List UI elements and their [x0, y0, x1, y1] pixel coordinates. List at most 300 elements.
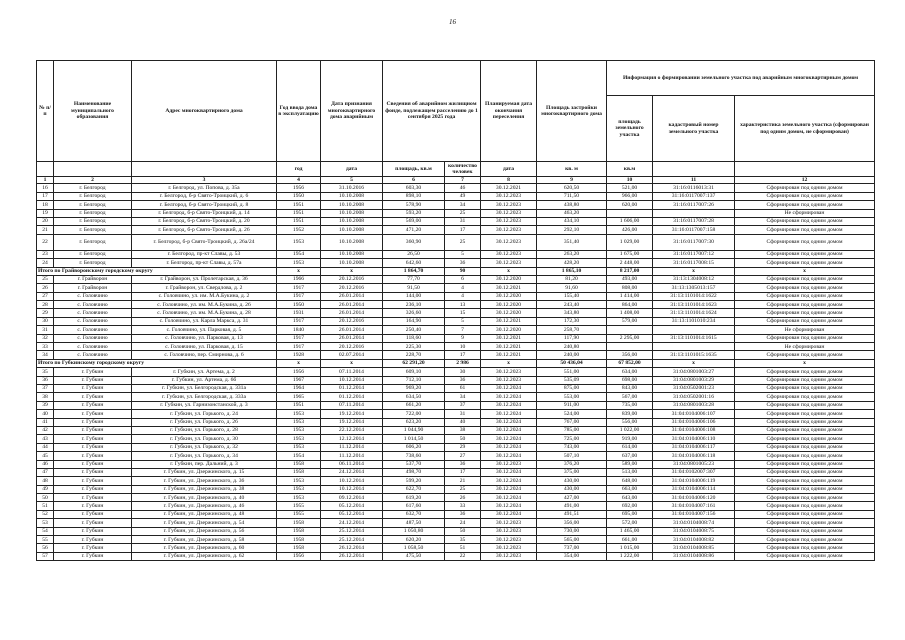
table-cell: 426,00: [607, 226, 653, 234]
table-cell: с. Головчино: [54, 343, 132, 351]
table-cell: Сформирован под одним домом: [735, 385, 875, 393]
table-cell: 17: [37, 192, 54, 200]
table-cell: 463,20: [537, 209, 607, 217]
table-cell: г. Губкин: [54, 468, 132, 476]
table-row: [37, 217, 875, 225]
table-cell: 839,00: [607, 410, 653, 418]
table-cell: 427,00: [537, 494, 607, 502]
table-cell: 155,40: [537, 292, 607, 300]
table-cell: 1 044,90: [383, 426, 445, 434]
table-cell: 38: [37, 393, 54, 401]
table-cell: 243,40: [537, 301, 607, 309]
table-cell: 619,20: [383, 494, 445, 502]
table-cell: 360,90: [383, 234, 445, 250]
table-cell: 30.12.2023: [481, 234, 537, 250]
table-cell: 31:04:0801003:27: [653, 368, 735, 376]
table-cell: 50: [445, 527, 481, 535]
subtotal-cell: 62 291,20: [383, 359, 445, 367]
table-cell: 28: [37, 301, 54, 309]
table-cell: 49: [445, 192, 481, 200]
col-date-recognition: Дата признания многоквартирного дома аварийным: [321, 61, 383, 162]
table-cell: 31: [445, 410, 481, 418]
table-cell: 25: [37, 275, 54, 283]
table-cell: г. Белгород: [54, 192, 132, 200]
table-cell: 4: [445, 292, 481, 300]
table-cell: 10.12.2014: [321, 376, 383, 384]
table-cell: 27: [37, 292, 54, 300]
table-cell: 26.01.2014: [321, 326, 383, 334]
table-cell: 919,00: [607, 435, 653, 443]
table-cell: 434,10: [537, 217, 607, 225]
table-cell: г. Губкин, ул. Дзержинского, д. 15: [132, 468, 277, 476]
table-cell: г. Губкин: [54, 477, 132, 485]
table-cell: 30.12.2023: [481, 217, 537, 225]
subtotal-cell: x: [735, 267, 875, 275]
unit-year: год: [277, 162, 321, 177]
unit-sqm: кв. м: [537, 162, 607, 177]
subtotal-cell: 50 436,04: [537, 359, 607, 367]
table-row: [37, 326, 875, 334]
table-cell: 61: [445, 385, 481, 393]
table-cell: 1956: [277, 552, 321, 560]
table-cell: 36: [445, 259, 481, 267]
table-cell: 1955: [277, 502, 321, 510]
table-cell: 471,20: [383, 226, 445, 234]
table-cell: с. Головчино, ул. им. М.А.Букина, д. 2: [132, 292, 277, 300]
table-cell: г. Губкин, ул. Горького, д. 32: [132, 443, 277, 451]
table-cell: с. Головчино: [54, 334, 132, 342]
table-row: [37, 443, 875, 451]
table-cell: 1951: [277, 209, 321, 217]
table-cell: г. Губкин: [54, 443, 132, 451]
table-cell: г. Губкин: [54, 393, 132, 401]
table-cell: Сформирован под одним домом: [735, 527, 875, 535]
table-cell: с. Головчино: [54, 301, 132, 309]
table-cell: 537,70: [383, 460, 445, 468]
table-cell: г. Губкин, ул. Артема, д. 2: [132, 368, 277, 376]
table-row: [37, 259, 875, 267]
table-row: [37, 393, 875, 401]
table-cell: 12.12.2014: [321, 435, 383, 443]
table-cell: г. Губкин, ул. Дзержинского, д. 48: [132, 510, 277, 518]
table-cell: 487,50: [383, 519, 445, 527]
table-row: [37, 234, 875, 250]
table-cell: 31:04:0104008:74: [653, 519, 735, 527]
table-cell: 36: [445, 510, 481, 518]
table-cell: 663,00: [607, 485, 653, 493]
table-cell: 31:04:0801003:28: [653, 401, 735, 409]
table-cell: 1953: [277, 234, 321, 250]
table-cell: 1 029,00: [607, 234, 653, 250]
table-cell: 31:04:0801003:29: [653, 376, 735, 384]
table-cell: 551,00: [537, 368, 607, 376]
table-cell: 911,00: [537, 401, 607, 409]
table-cell: 524,00: [537, 410, 607, 418]
table-cell: 164,90: [383, 317, 445, 325]
table-cell: 10.10.2008: [321, 259, 383, 267]
table-cell: Сформирован под одним домом: [735, 317, 875, 325]
table-cell: 31:04:0104006:120: [653, 494, 735, 502]
col-number: 4: [277, 177, 321, 184]
table-cell: 17: [445, 226, 481, 234]
table-cell: 1958: [277, 460, 321, 468]
table-cell: 30.12.2024: [481, 443, 537, 451]
table-cell: 31:04:0502001:23: [653, 385, 735, 393]
col-number: 9: [537, 177, 607, 184]
unit-empty: [653, 162, 735, 177]
table-cell: 24: [37, 259, 54, 267]
table-cell: 30.12.2023: [481, 376, 537, 384]
table-cell: Сформирован под одним домом: [735, 485, 875, 493]
table-cell: 47: [37, 468, 54, 476]
table-cell: 1954: [277, 452, 321, 460]
table-cell: Сформирован под одним домом: [735, 376, 875, 384]
table-cell: 20: [37, 217, 54, 225]
col-land-char: характеристика земельного участка (сформирован под одним домом, не сформирован): [735, 96, 875, 162]
table-row: [37, 301, 875, 309]
page-number: 16: [449, 18, 456, 26]
table-cell: 1917: [277, 317, 321, 325]
table-row: [37, 250, 875, 258]
table-cell: Сформирован под одним домом: [735, 284, 875, 292]
table-cell: 31:04:0104008:82: [653, 536, 735, 544]
table-cell: 617,60: [383, 502, 445, 510]
table-cell: 35: [37, 368, 54, 376]
table-cell: 56: [37, 544, 54, 552]
table-cell: 767,00: [537, 418, 607, 426]
table-cell: 31:13:1101014:1624: [653, 309, 735, 317]
table-cell: 30.12.2023: [481, 552, 537, 560]
table-cell: 26.12.2014: [321, 544, 383, 552]
table-cell: г. Губкин: [54, 519, 132, 527]
table-cell: 19.12.2014: [321, 410, 383, 418]
table-cell: 23: [37, 250, 54, 258]
table-cell: 1958: [277, 544, 321, 552]
table-cell: г. Белгород, ул. Попова, д. 35а: [132, 184, 277, 192]
table-cell: 632,70: [383, 510, 445, 518]
table-cell: 30.12.2024: [481, 426, 537, 434]
table-cell: 25.12.2014: [321, 536, 383, 544]
table-cell: 25.12.2014: [321, 527, 383, 535]
table-cell: 5: [445, 317, 481, 325]
table-cell: 661,00: [607, 536, 653, 544]
table-cell: г. Белгород, б-р Свято-Троицкий, д. 8: [132, 201, 277, 209]
table-cell: 91,60: [537, 284, 607, 292]
table-cell: г. Губкин: [54, 510, 132, 518]
table-cell: 31.10.2016: [321, 184, 383, 192]
col-address: Адрес многоквартирного дома: [132, 61, 277, 162]
table-cell: 30: [445, 368, 481, 376]
subtotal-cell: x: [735, 359, 875, 367]
table-cell: 1958: [277, 519, 321, 527]
table-cell: 22: [37, 234, 54, 250]
table-cell: 578,90: [383, 201, 445, 209]
subtotal-cell: 1 865,10: [537, 267, 607, 275]
table-cell: г. Губкин, пер. Дальний, д. 3: [132, 460, 277, 468]
table-row: [37, 460, 875, 468]
table-cell: г. Губкин, ул. Дзержинского, д. 58: [132, 536, 277, 544]
table-cell: 37: [37, 385, 54, 393]
table-cell: 10.10.2008: [321, 217, 383, 225]
table-cell: 1953: [277, 418, 321, 426]
col-number: 2: [54, 177, 132, 184]
table-cell: 13: [445, 301, 481, 309]
table-cell: 17: [445, 351, 481, 359]
table-cell: 292,10: [537, 226, 607, 234]
table-cell: с. Головчино: [54, 292, 132, 300]
table-cell: 898,10: [383, 192, 445, 200]
table-cell: 1950: [277, 301, 321, 309]
table-cell: 634,00: [607, 368, 653, 376]
table-cell: 26: [37, 284, 54, 292]
table-row: [37, 502, 875, 510]
table-cell: 620,00: [607, 201, 653, 209]
table-cell: 11.12.2014: [321, 452, 383, 460]
table-cell: 20.12.2016: [321, 317, 383, 325]
table-cell: 36: [37, 376, 54, 384]
subtotal-cell: 8 217,00: [607, 267, 653, 275]
table-cell: 31:16:0116013:31: [653, 184, 735, 192]
table-cell: Сформирован под одним домом: [735, 519, 875, 527]
table-cell: 26.01.2014: [321, 309, 383, 317]
table-cell: 31:04:0104006:117: [653, 443, 735, 451]
table-cell: 52: [37, 510, 54, 518]
table-cell: 30.12.2024: [481, 435, 537, 443]
table-cell: 31:04:0801005:23: [653, 460, 735, 468]
table-cell: 1956: [277, 184, 321, 192]
table-cell: 07.11.2014: [321, 368, 383, 376]
table-body: [37, 184, 875, 561]
table-cell: 34: [37, 351, 54, 359]
table-cell: 25: [445, 485, 481, 493]
table-cell: г. Белгород, б-р Свято-Троицкий, д. 20: [132, 217, 277, 225]
table-cell: Сформирован под одним домом: [735, 401, 875, 409]
table-cell: 1 050,80: [383, 527, 445, 535]
table-cell: 05.12.2014: [321, 510, 383, 518]
table-cell: 30.12.2024: [481, 393, 537, 401]
table-cell: г. Губкин, ул. Дзержинского, д. 36: [132, 477, 277, 485]
table-cell: Сформирован под одним домом: [735, 410, 875, 418]
table-cell: 634,50: [383, 393, 445, 401]
table-row: [37, 376, 875, 384]
table-cell: 30.12.2021: [481, 351, 537, 359]
subtotal-row: [37, 267, 875, 275]
table-cell: г. Белгород: [54, 217, 132, 225]
table-cell: 30.12.2023: [481, 536, 537, 544]
table-cell: 356,00: [607, 351, 653, 359]
table-cell: г. Белгород: [54, 226, 132, 234]
table-row: [37, 201, 875, 209]
table-cell: 2 448,00: [607, 259, 653, 267]
table-cell: 26.12.2014: [321, 552, 383, 560]
table-cell: г. Губкин, ул. Горького, д. 26: [132, 418, 277, 426]
table-row: [37, 334, 875, 342]
table-cell: [653, 209, 735, 217]
table-cell: 18: [37, 201, 54, 209]
table-cell: 354,00: [537, 552, 607, 560]
table-cell: 1 015,00: [607, 544, 653, 552]
table-cell: Сформирован под одним домом: [735, 494, 875, 502]
table-cell: 1954: [277, 250, 321, 258]
table-cell: Сформирован под одним домом: [735, 250, 875, 258]
table-cell: г. Губкин, ул. Артема, д. 6б: [132, 376, 277, 384]
table-cell: 1 022,00: [607, 426, 653, 434]
subtotal-cell: x: [321, 267, 383, 275]
table-cell: г. Губкин: [54, 401, 132, 409]
table-cell: 10.10.2008: [321, 201, 383, 209]
table-cell: 10.10.2008: [321, 226, 383, 234]
table-cell: [607, 343, 653, 351]
table-cell: 722,00: [383, 410, 445, 418]
subtotal-cell: 1 864,70: [383, 267, 445, 275]
table-row: [37, 317, 875, 325]
table-cell: 491,51: [537, 510, 607, 518]
table-cell: г. Губкин: [54, 418, 132, 426]
table-cell: 1917: [277, 343, 321, 351]
table-cell: 31: [37, 326, 54, 334]
table-cell: 493,00: [607, 275, 653, 283]
table-cell: г. Губкин: [54, 460, 132, 468]
table-cell: г. Грайворон: [54, 275, 132, 283]
table-cell: 15: [445, 309, 481, 317]
table-cell: Сформирован под одним домом: [735, 275, 875, 283]
table-cell: 31:13:1305013:157: [653, 284, 735, 292]
table-cell: 1 408,00: [607, 309, 653, 317]
table-cell: г. Белгород, б-р Свято-Троицкий, д. 14: [132, 209, 277, 217]
table-cell: 507,10: [537, 452, 607, 460]
table-row: [37, 351, 875, 359]
table-cell: 692,00: [607, 502, 653, 510]
table-cell: 1953: [277, 435, 321, 443]
table-cell: 375,00: [537, 468, 607, 476]
table-cell: г. Губкин, ул. Белгородская, д. 331а: [132, 385, 277, 393]
table-cell: 25: [445, 234, 481, 250]
table-cell: 4: [445, 284, 481, 292]
table-cell: г. Губкин: [54, 435, 132, 443]
table-row: [37, 209, 875, 217]
table-cell: Сформирован под одним домом: [735, 460, 875, 468]
table-cell: 1964: [277, 385, 321, 393]
table-cell: г. Губкин: [54, 502, 132, 510]
table-cell: 31:04:0104007:156: [653, 510, 735, 518]
table-cell: 498,70: [383, 468, 445, 476]
table-cell: Сформирован под одним домом: [735, 536, 875, 544]
col-planned-end: Планируемая дата окончания переселения: [481, 61, 537, 162]
table-cell: 30.12.2023: [481, 460, 537, 468]
table-cell: г. Белгород, б-р Свято-Троицкий, д. 6: [132, 192, 277, 200]
table-cell: 1955: [277, 510, 321, 518]
table-cell: 31:04:0104007:161: [653, 502, 735, 510]
table-row: [37, 192, 875, 200]
table-cell: 26.01.2014: [321, 334, 383, 342]
table-cell: г. Губкин: [54, 494, 132, 502]
unit-sqm2: кв.м: [607, 162, 653, 177]
table-cell: Сформирован под одним домом: [735, 201, 875, 209]
table-cell: 579,00: [607, 317, 653, 325]
table-cell: 1 414,00: [607, 292, 653, 300]
table-row: [37, 385, 875, 393]
table-cell: Сформирован под одним домом: [735, 435, 875, 443]
table-cell: 475,50: [383, 552, 445, 560]
table-row: [37, 226, 875, 234]
col-number: 6: [383, 177, 445, 184]
table-cell: 10.10.2008: [321, 192, 383, 200]
table-cell: 30.12.2023: [481, 201, 537, 209]
table-cell: 1 606,00: [607, 217, 653, 225]
table-cell: с. Головчино: [54, 326, 132, 334]
table-cell: 31:04:0104006:106: [653, 418, 735, 426]
table-cell: 1956: [277, 368, 321, 376]
table-cell: 10.10.2008: [321, 209, 383, 217]
table-cell: 44: [37, 443, 54, 451]
table-cell: 11.12.2014: [321, 443, 383, 451]
table-cell: Сформирован под одним домом: [735, 192, 875, 200]
table-cell: 30.12.2024: [481, 494, 537, 502]
table-cell: 30.12.2021: [481, 343, 537, 351]
table-cell: Сформирован под одним домом: [735, 393, 875, 401]
table-cell: г. Губкин: [54, 485, 132, 493]
table-cell: 30.12.2023: [481, 519, 537, 527]
table-cell: 31:16:0117008:15: [653, 259, 735, 267]
table-cell: 30: [37, 317, 54, 325]
table-cell: 875,00: [537, 385, 607, 393]
table-cell: 24: [445, 519, 481, 527]
table-cell: 30.12.2024: [481, 468, 537, 476]
table-cell: 19.12.2014: [321, 418, 383, 426]
table-cell: 326,60: [383, 309, 445, 317]
table-cell: 45: [37, 452, 54, 460]
subtotal-cell: 67 852,00: [607, 359, 653, 367]
table-cell: с. Головчино, ул. Парковая, д. 13: [132, 334, 277, 342]
table-cell: 31:04:0104006:114: [653, 485, 735, 493]
table-cell: Сформирован под одним домом: [735, 368, 875, 376]
col-number: 11: [653, 177, 735, 184]
table-cell: 491,00: [537, 502, 607, 510]
table-cell: 712,10: [383, 376, 445, 384]
table-cell: 46: [37, 460, 54, 468]
table-cell: 376,20: [537, 460, 607, 468]
table-cell: 30.12.2024: [481, 410, 537, 418]
table-cell: 556,00: [607, 418, 653, 426]
table-row: [37, 343, 875, 351]
table-cell: г. Губкин, ул. Дзержинского, д. 46: [132, 502, 277, 510]
table-row: [37, 536, 875, 544]
table-cell: 438,80: [537, 201, 607, 209]
table-cell: с. Головчино, ул. им. М.А.Букина, д. 28: [132, 309, 277, 317]
col-number: 8: [481, 177, 537, 184]
table-row: [37, 418, 875, 426]
table-cell: 118,60: [383, 334, 445, 342]
table-cell: 10.10.2008: [321, 234, 383, 250]
table-cell: Сформирован под одним домом: [735, 502, 875, 510]
table-cell: 428,20: [537, 259, 607, 267]
table-row: [37, 510, 875, 518]
table-cell: 258,70: [537, 326, 607, 334]
table-cell: 351,40: [537, 234, 607, 250]
table-cell: 29: [445, 443, 481, 451]
table-cell: 31:04:0104008:75: [653, 527, 735, 535]
table-cell: 725,00: [537, 435, 607, 443]
table-cell: 430,00: [537, 477, 607, 485]
table-cell: 30.12.2024: [481, 418, 537, 426]
table-cell: Не сформирован: [735, 343, 875, 351]
table-cell: 24.12.2014: [321, 468, 383, 476]
table-cell: 31:04:0102007:307: [653, 468, 735, 476]
table-cell: 30.12.2024: [481, 401, 537, 409]
table-cell: 593,20: [383, 209, 445, 217]
table-cell: 1966: [277, 275, 321, 283]
table-cell: 31:16:0117007:158: [653, 226, 735, 234]
